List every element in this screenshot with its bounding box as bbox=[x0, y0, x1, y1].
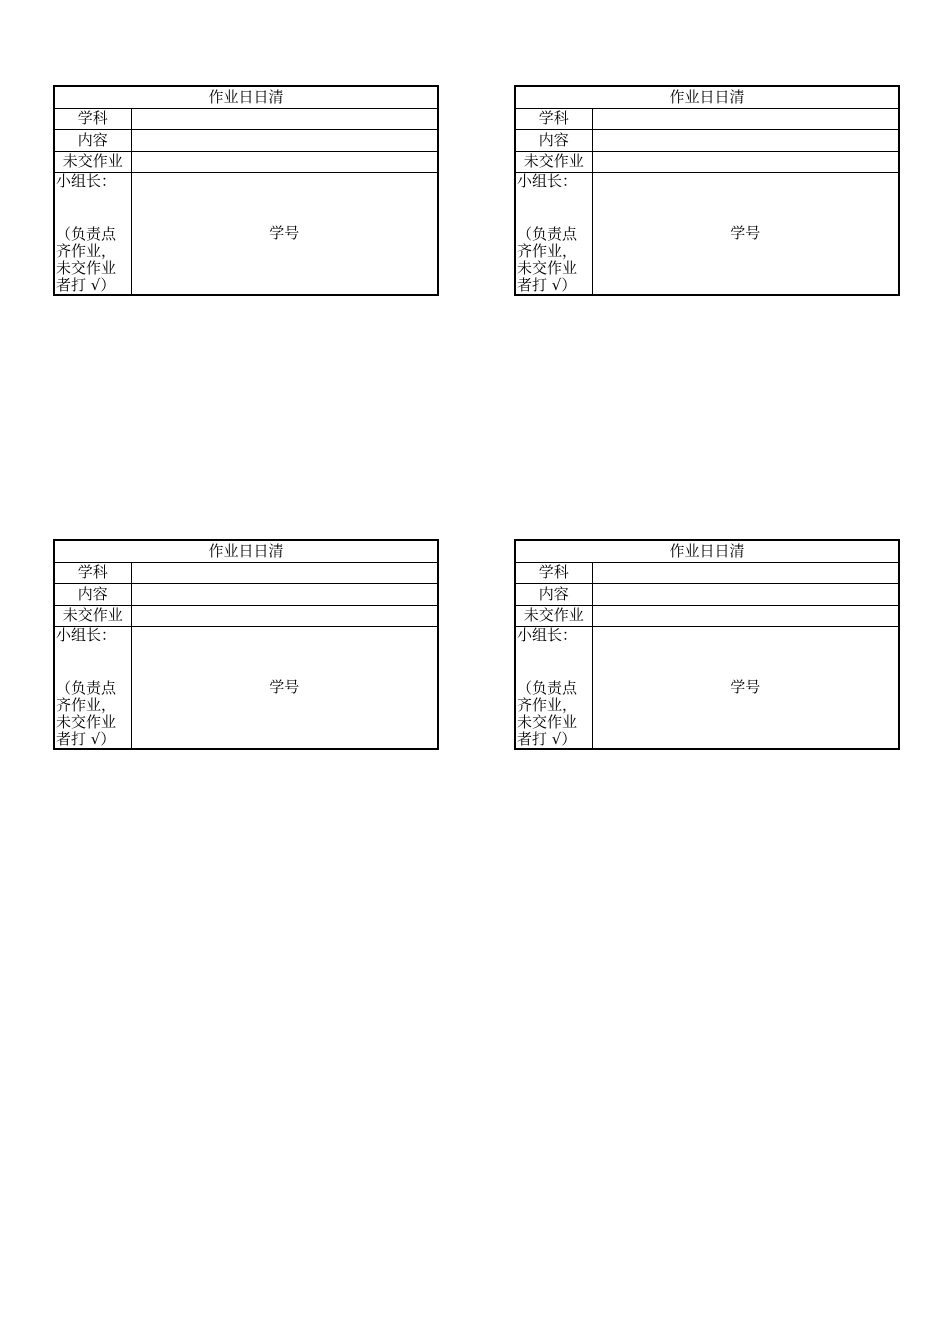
missing-homework-label: 未交作业 bbox=[515, 605, 592, 627]
content-field[interactable] bbox=[131, 130, 438, 152]
subject-field[interactable] bbox=[131, 562, 438, 584]
content-label: 内容 bbox=[54, 584, 131, 606]
content-label: 内容 bbox=[515, 130, 592, 152]
student-id-header: 学号 bbox=[131, 627, 438, 750]
card-title: 作业日日清 bbox=[54, 86, 438, 108]
missing-homework-field[interactable] bbox=[131, 605, 438, 627]
card-wrapper bbox=[53, 539, 439, 750]
group-leader-note: （负责点齐作业，未交作业者打 √） bbox=[56, 225, 117, 294]
subject-label: 学科 bbox=[54, 562, 131, 584]
content-field[interactable] bbox=[592, 130, 899, 152]
content-field[interactable] bbox=[131, 584, 438, 606]
group-leader-label: 小组长： bbox=[517, 172, 578, 190]
group-leader-note: （负责点齐作业，未交作业者打 √） bbox=[56, 679, 117, 748]
group-leader-label: 小组长： bbox=[517, 626, 578, 644]
group-leader-cell bbox=[515, 627, 592, 750]
card-wrapper bbox=[53, 85, 439, 296]
homework-card bbox=[53, 539, 439, 750]
subject-label: 学科 bbox=[515, 562, 592, 584]
missing-homework-field[interactable] bbox=[131, 151, 438, 173]
group-leader-note: （负责点齐作业，未交作业者打 √） bbox=[517, 225, 578, 294]
card-title: 作业日日清 bbox=[515, 540, 899, 562]
card-title: 作业日日清 bbox=[515, 86, 899, 108]
group-leader-note: （负责点齐作业，未交作业者打 √） bbox=[517, 679, 578, 748]
student-id-header: 学号 bbox=[131, 173, 438, 296]
card-title: 作业日日清 bbox=[54, 540, 438, 562]
subject-field[interactable] bbox=[592, 108, 899, 130]
group-leader-label: 小组长： bbox=[56, 172, 117, 190]
subject-label: 学科 bbox=[515, 108, 592, 130]
subject-label: 学科 bbox=[54, 108, 131, 130]
homework-card bbox=[53, 85, 439, 296]
homework-card bbox=[514, 539, 900, 750]
card-wrapper bbox=[514, 539, 900, 750]
subject-field[interactable] bbox=[592, 562, 899, 584]
missing-homework-label: 未交作业 bbox=[54, 605, 131, 627]
missing-homework-label: 未交作业 bbox=[515, 151, 592, 173]
missing-homework-field[interactable] bbox=[592, 605, 899, 627]
group-leader-cell bbox=[54, 173, 131, 296]
card-wrapper bbox=[514, 85, 900, 296]
group-leader-label: 小组长： bbox=[56, 626, 117, 644]
content-label: 内容 bbox=[515, 584, 592, 606]
group-leader-cell bbox=[515, 173, 592, 296]
homework-card bbox=[514, 85, 900, 296]
student-id-header: 学号 bbox=[592, 627, 899, 750]
student-id-header: 学号 bbox=[592, 173, 899, 296]
group-leader-cell bbox=[54, 627, 131, 750]
missing-homework-label: 未交作业 bbox=[54, 151, 131, 173]
subject-field[interactable] bbox=[131, 108, 438, 130]
missing-homework-field[interactable] bbox=[592, 151, 899, 173]
content-label: 内容 bbox=[54, 130, 131, 152]
content-field[interactable] bbox=[592, 584, 899, 606]
